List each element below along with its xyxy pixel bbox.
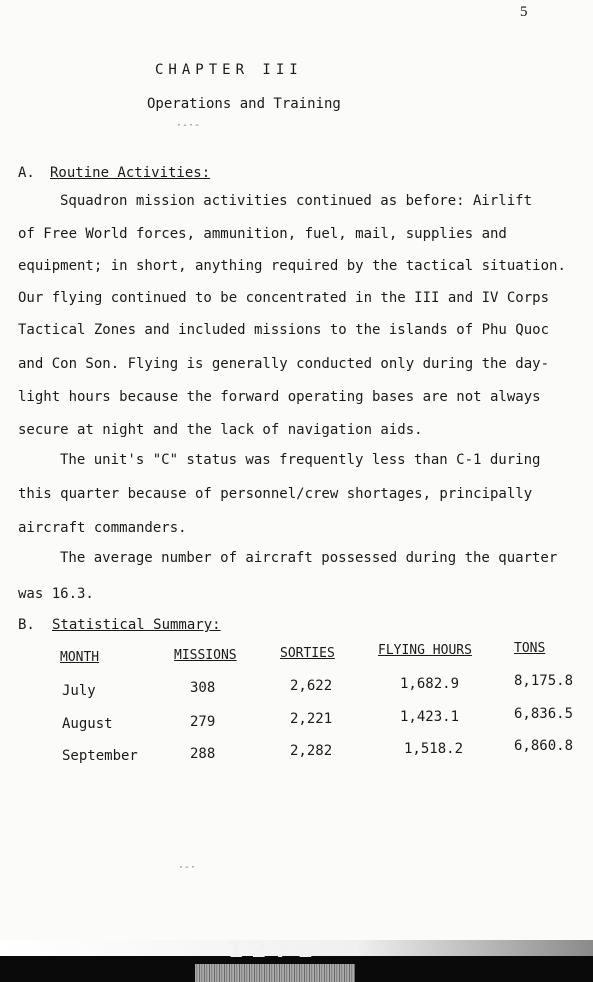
paragraph-line: aircraft commanders. [18,520,187,536]
paragraph-line: Squadron mission activities continued as before: Airlift [60,193,533,209]
table-cell: 2,622 [290,678,333,694]
table-cell: 1,518.2 [404,741,464,757]
paragraph-line: The unit's "C" status was frequently less than C-1 during [60,452,541,468]
column-header: FLYING HOURS [378,643,472,658]
table-cell: 2,221 [290,711,333,727]
page-number: 5 [520,4,528,20]
paragraph-line: light hours because the forward operating bases are not always [18,389,541,405]
section-a-heading: Routine Activities: [50,165,211,181]
paragraph-line: Our flying continued to be concentrated in the III and IV Corps [18,290,550,306]
section-b-heading: Statistical Summary: [52,617,221,633]
table-cell: 8,175.8 [514,673,574,689]
section-a-label: A. [18,165,35,181]
paragraph-line: equipment; in short, anything required by the tactical situation. [18,258,566,274]
paragraph-line: Tactical Zones and included missions to the islands of Phu Quoc [18,322,550,338]
column-header: MONTH [60,650,100,665]
chapter-subtitle: Operations and Training [147,96,341,112]
table-cell: July [62,683,96,699]
table-cell: 1,423.1 [400,709,460,725]
chapter-title: CHAPTER III [155,62,303,78]
table-cell: August [62,716,113,732]
table-cell: 279 [190,714,216,730]
paragraph-line: was 16.3. [18,586,94,602]
table-cell: September [62,748,138,764]
table-cell: 1,682.9 [400,676,460,692]
scan-bar-noise [195,964,355,982]
table-cell: 6,836.5 [514,706,574,722]
table-cell: 6,860.8 [514,738,574,754]
paragraph-line: secure at night and the lack of navigation aids. [18,422,423,438]
scan-artifact: ·-·- [176,120,201,131]
section-b-label: B. [18,617,35,633]
frame-number: 1272 [228,938,322,963]
column-header: TONS [514,641,546,656]
scan-artifact: ·-· [178,862,197,873]
paragraph-line: and Con Son. Flying is generally conducted only during the day- [18,356,550,372]
table-cell: 2,282 [290,743,333,759]
column-header: MISSIONS [174,648,237,663]
paragraph-line: of Free World forces, ammunition, fuel, mail, supplies and [18,226,507,242]
table-cell: 308 [190,680,216,696]
table-cell: 288 [190,746,216,762]
paragraph-line: The average number of aircraft possessed during the quarter [60,550,558,566]
column-header: SORTIES [280,646,335,661]
paragraph-line: this quarter because of personnel/crew shortages, principally [18,486,533,502]
